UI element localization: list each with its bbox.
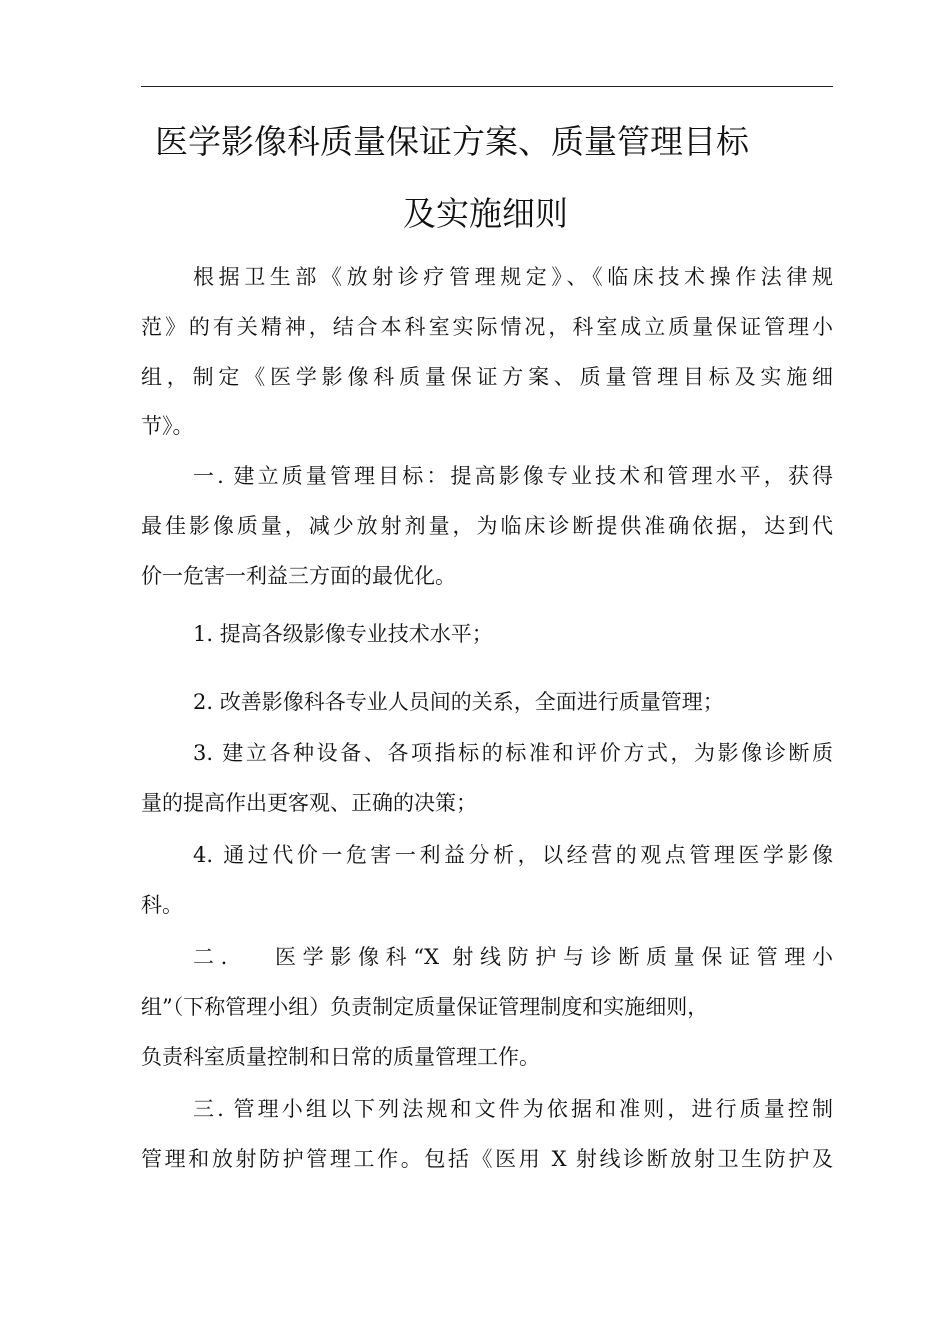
document-title-line-1: 医学影像科质量保证方案、质量管理目标 xyxy=(155,122,749,161)
body-line-1: 根据卫生部《放射诊疗管理规定》、《临床技术操作法律规 xyxy=(193,265,833,289)
header-rule xyxy=(141,86,833,87)
body-line-7: 价一危害一利益三方面的最优化。 xyxy=(141,564,456,588)
list-item-3-line-2: 量的提高作出更客观、正确的决策； xyxy=(141,791,477,815)
list-item-1: 1. 提高各级影像专业技术水平； xyxy=(193,622,493,646)
body-line-2: 范》的有关精神，结合本科室实际情况，科室成立质量保证管理小 xyxy=(141,315,833,339)
document-title-line-2: 及实施细则 xyxy=(403,194,568,233)
body-line-3: 组，制定《医学影像科质量保证方案、质量管理目标及实施细 xyxy=(141,365,833,389)
section-3-line-2: 管理和放射防护管理工作。包括《医用 X 射线诊断放射卫生防护及 xyxy=(141,1147,833,1171)
body-line-4: 节》。 xyxy=(141,414,194,438)
section-2-line-1: 二. 医学影像科“X 射线防护与诊断质量保证管理小 xyxy=(193,945,833,969)
section-2-line-2: 组”（下称管理小组）负责制定质量保证管理制度和实施细则， xyxy=(141,995,709,1019)
body-line-5: 一. 建立质量管理目标：提高影像专业技术和管理水平，获得 xyxy=(193,464,833,488)
section-2-line-3: 负责科室质量控制和日常的质量管理工作。 xyxy=(141,1045,540,1069)
list-item-4-line-1: 4. 通过代价一危害一利益分析，以经营的观点管理医学影像 xyxy=(193,843,833,867)
list-item-3-line-1: 3. 建立各种设备、各项指标的标准和评价方式，为影像诊断质 xyxy=(193,741,833,765)
list-item-2: 2. 改善影像科各专业人员间的关系，全面进行质量管理； xyxy=(193,690,724,714)
list-item-4-line-2: 科。 xyxy=(141,893,183,917)
body-line-6: 最佳影像质量，减少放射剂量，为临床诊断提供准确依据，达到代 xyxy=(141,514,833,538)
section-3-line-1: 三. 管理小组以下列法规和文件为依据和准则，进行质量控制 xyxy=(193,1097,833,1121)
